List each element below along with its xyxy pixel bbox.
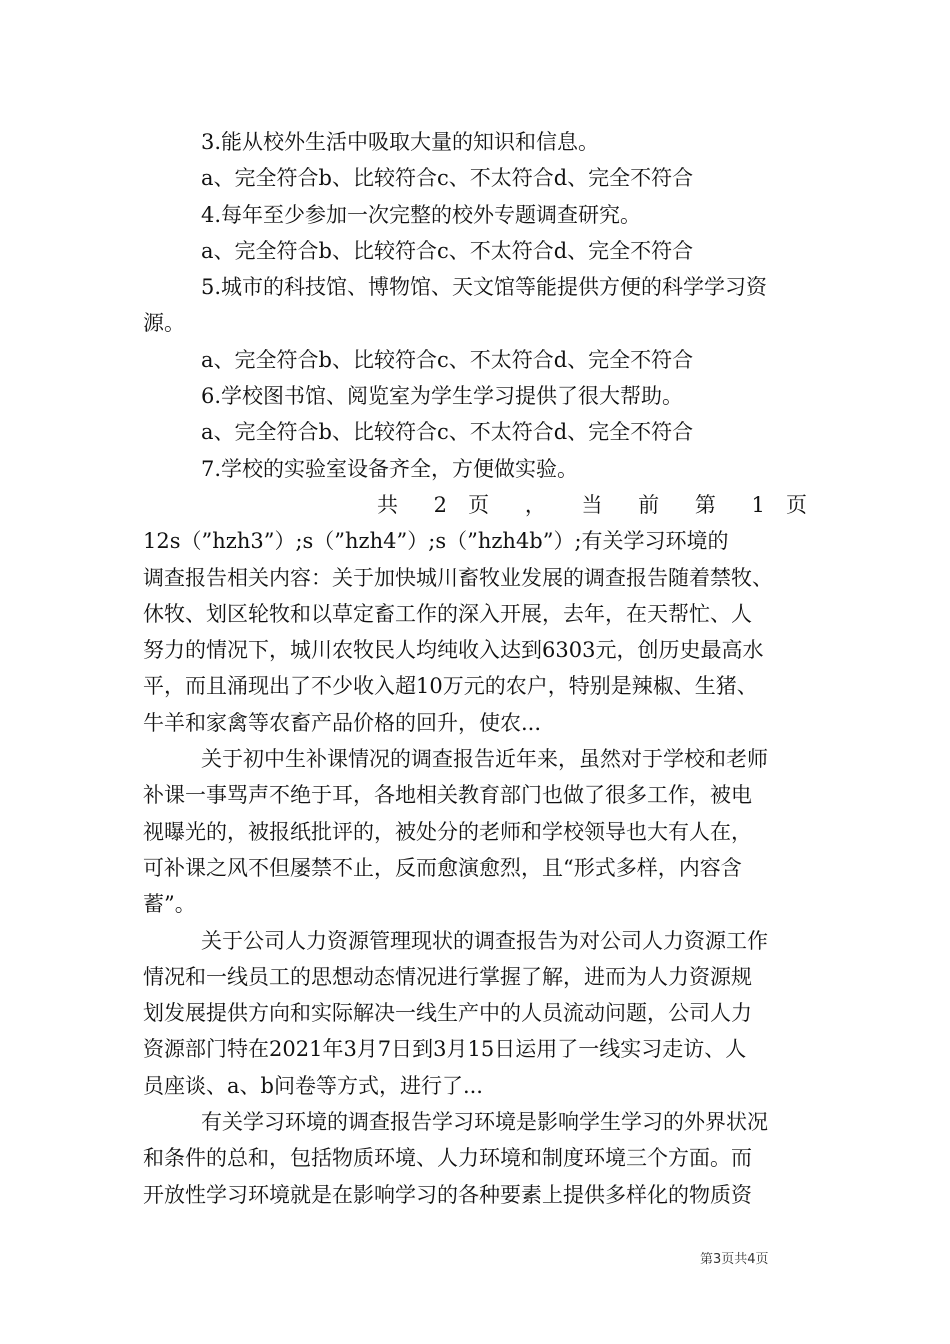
text-line: 5.城市的科技馆、博物馆、天文馆等能提供方便的科学学习资 <box>201 275 768 300</box>
text-line: 情况和一线员工的思想动态情况进行掌握了解，进而为人力资源规 <box>143 964 752 989</box>
text-line: 视曝光的，被报纸批评的，被处分的老师和学校领导也大有人在， <box>143 819 752 844</box>
text-line: 4.每年至少参加一次完整的校外专题调查研究。 <box>201 202 642 227</box>
text-line: 关于公司人力资源管理现状的调查报告为对公司人力资源工作 <box>201 928 768 953</box>
text-line: 休牧、划区轮牧和以草定畜工作的深入开展，去年，在天帮忙、人 <box>143 601 752 626</box>
text-line: 有关学习环境的调查报告学习环境是影响学生学习的外界状况 <box>201 1110 768 1135</box>
text-line: 12s（”hzh3”）;s（”hzh4”）;s（”hzh4b”）;有关学习环境的 <box>143 529 729 554</box>
text-line: 3.能从校外生活中吸取大量的知识和信息。 <box>201 130 600 154</box>
text-line: 和条件的总和，包括物质环境、人力环境和制度环境三个方面。而 <box>143 1146 752 1171</box>
text-line: 平，而且涌现出了不少收入超10万元的农户，特别是辣椒、生猪、 <box>143 674 758 699</box>
text-line: a、完全符合b、比较符合c、不太符合d、完全不符合 <box>201 166 694 191</box>
body-text <box>143 124 807 1213</box>
text-line: 划发展提供方向和实际解决一线生产中的人员流动问题，公司人力 <box>143 1001 752 1026</box>
text-line: a、完全符合b、比较符合c、不太符合d、完全不符合 <box>201 420 694 445</box>
text-line: 可补课之风不但屡禁不止，反而愈演愈烈，且“形式多样，内容含 <box>143 855 742 880</box>
text-line: 努力的情况下，城川农牧民人均纯收入达到6303元，创历史最高水 <box>143 638 764 663</box>
text-line: 6.学校图书馆、阅览室为学生学习提供了很大帮助。 <box>201 384 684 409</box>
text-line: 源。 <box>143 311 185 336</box>
text-line: 7.学校的实验室设备齐全，方便做实验。 <box>201 456 579 481</box>
text-line: 补课一事骂声不绝于耳，各地相关教育部门也做了很多工作，被电 <box>143 783 752 808</box>
text-line: a、完全符合b、比较符合c、不太符合d、完全不符合 <box>201 238 694 263</box>
text-line: 关于初中生补课情况的调查报告近年来，虽然对于学校和老师 <box>201 747 768 772</box>
text-line: 调查报告相关内容：关于加快城川畜牧业发展的调查报告随着禁牧、 <box>143 565 773 590</box>
text-line: 牛羊和家禽等农畜产品价格的回升，使农... <box>143 710 542 735</box>
page-indicator: 共 2 页 ， 当 前 第 1 页 <box>377 492 807 517</box>
page-footer: 第3页共4页 <box>700 1252 769 1267</box>
text-line: a、完全符合b、比较符合c、不太符合d、完全不符合 <box>201 347 694 372</box>
text-line: 开放性学习环境就是在影响学习的各种要素上提供多样化的物质资 <box>143 1182 752 1207</box>
text-line: 员座谈、a、b问卷等方式，进行了... <box>143 1073 483 1098</box>
text-line: 蓄”。 <box>143 892 196 917</box>
text-line: 资源部门特在2021年3月7日到3月15日运用了一线实习走访、人 <box>143 1037 747 1062</box>
